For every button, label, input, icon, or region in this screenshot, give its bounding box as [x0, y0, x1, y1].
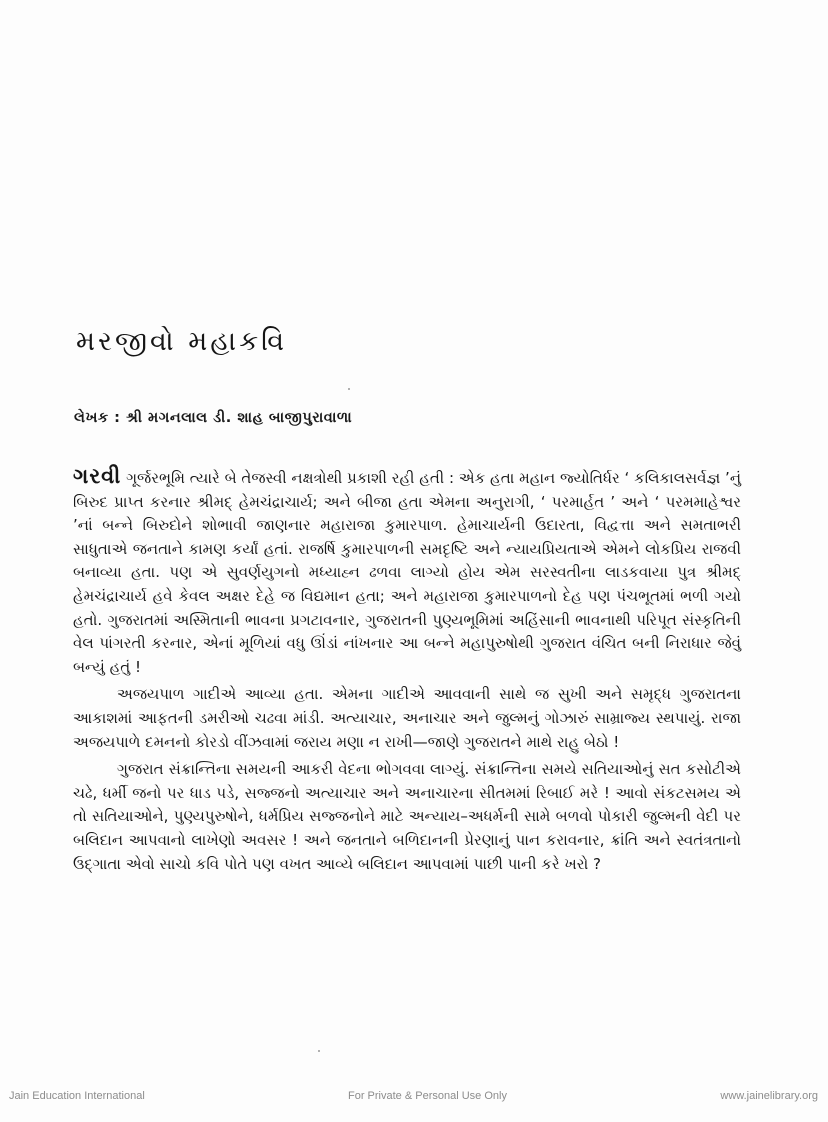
paragraph-text: ગુજરાત સંક્રાન્તિના સમયની આકરી વેદના ભોગવવા લાગ્યું. સંક્રાન્તિના સમયે સતિયાઓનું સત કસોટીએ ચઢે, ધર્મી જનો પર ધાડ પડે, સજ્જનો અત્યાચાર અને અનાચારના સીતમમાં રિબાઈ મરે ! આવો સંકટસમય એ તો સતિયાઓને, પુણ્યપુરુષોને, ધર્મપ્રિય સજ્જનોને માટે અન્યાય–અધર્મની સામે બળવો પોકારી જુલ્મની વેદી પર બલિદાન આપવાનો લાખેણો અવસર ! અને જનતાને બળિદાનની પ્રેરણાનું પાન કરાવનાર, ક્રાંતિ અને સ્વતંત્રતાનો ઉદ્ગાતા એવો સાચો કવિ પોતે પણ વખત આવ્યે બલિદાન આપવામાં પાછી પાની કરે ખરો ?: [73, 760, 741, 873]
footer-publisher: Jain Education International: [9, 1090, 145, 1102]
paragraph-text: અજયપાળ ગાદીએ આવ્યા હતા. એમના ગાદીએ આવવાની સાથે જ સુખી અને સમૃદ્ધ ગુજરાતના આકાશમાં આફતની ડમરીઓ ચઢવા માંડી. અત્યાચાર, અનાચાર અને જુલ્મનું ગોઝારું સામ્રાજ્ય સ્થપાયું. રાજા અજયપાળે દમનનો કોરડો વીંઝવામાં જરાય મણા ન રાખી—જાણે ગુજરાતને માથે રાહુ બેઠો !: [73, 685, 741, 751]
footer-website-link[interactable]: www.jainelibrary.org: [720, 1090, 818, 1102]
lead-word: ગરવી: [73, 464, 122, 488]
article-body: [73, 465, 741, 876]
paragraph-3: [73, 758, 741, 876]
footer-usage-notice: For Private & Personal Use Only: [348, 1090, 507, 1102]
author-byline: લેખક : શ્રી મગનલાલ ડી. શાહ બાજીપુરાવાળા: [74, 410, 353, 426]
paragraph-text: ગૂર્જરભૂમિ ત્યારે બે તેજસ્વી નક્ષત્રોથી પ્રકાશી રહી હતી : એક હતા મહાન જ્યોતિર્ધર ‘ કલિકાલસર્વજ્ઞ ’નું બિરુદ પ્રાપ્ત કરનાર શ્રીમદ્ હેમચંદ્રાચાર્ય; અને બીજા હતા એમના અનુરાગી, ‘ પરમાર્હત ’ અને ‘ પરમમાહેશ્વર ’નાં બન્ને બિરુદોને શોભાવી જાણનાર મહારાજા કુમારપાળ. હેમાચાર્યની ઉદારતા, વિદ્વત્તા અને સમતાભરી સાધુતાએ જનતાને કામણ કર્યાં હતાં. રાજર્ષિ કુમારપાળની સમદૃષ્ટિ અને ન્યાયપ્રિયતાએ એમને લોકપ્રિય રાજવી બનાવ્યા હતા. પણ એ સુવર્ણયુગનો મધ્યાહ્ન ઢળવા લાગ્યો હોય એમ સરસ્વતીના લાડકવાયા પુત્ર શ્રીમદ્ હેમચંદ્રાચાર્ય હવે કેવલ અક્ષર દેહે જ વિદ્યમાન હતા; અને મહારાજા કુમારપાળનો દેહ પણ પંચભૂતમાં ભળી ગયો હતો. ગુજરાતમાં અસ્મિતાની ભાવના પ્રગટાવનાર, ગુજરાતની પુણ્યભૂમિમાં અહિંસાની ભાવનાથી પરિપૂત સંસ્કૃતિની વેલ પાંગરતી કરનાર, એનાં મૂળિયાં વધુ ઊંડાં નાંખનાર આ બન્ને મહાપુરુષોથી ગુજરાત વંચિત બની નિરાધાર જેવું બન્યું હતું !: [73, 469, 741, 676]
article-title: મરજીવો મહાકવિ: [76, 326, 288, 357]
page-footer: [0, 1090, 828, 1108]
paragraph-1: [73, 465, 741, 679]
paragraph-2: [73, 683, 741, 754]
scan-speck: [318, 1050, 320, 1052]
scan-speck: [348, 388, 350, 390]
